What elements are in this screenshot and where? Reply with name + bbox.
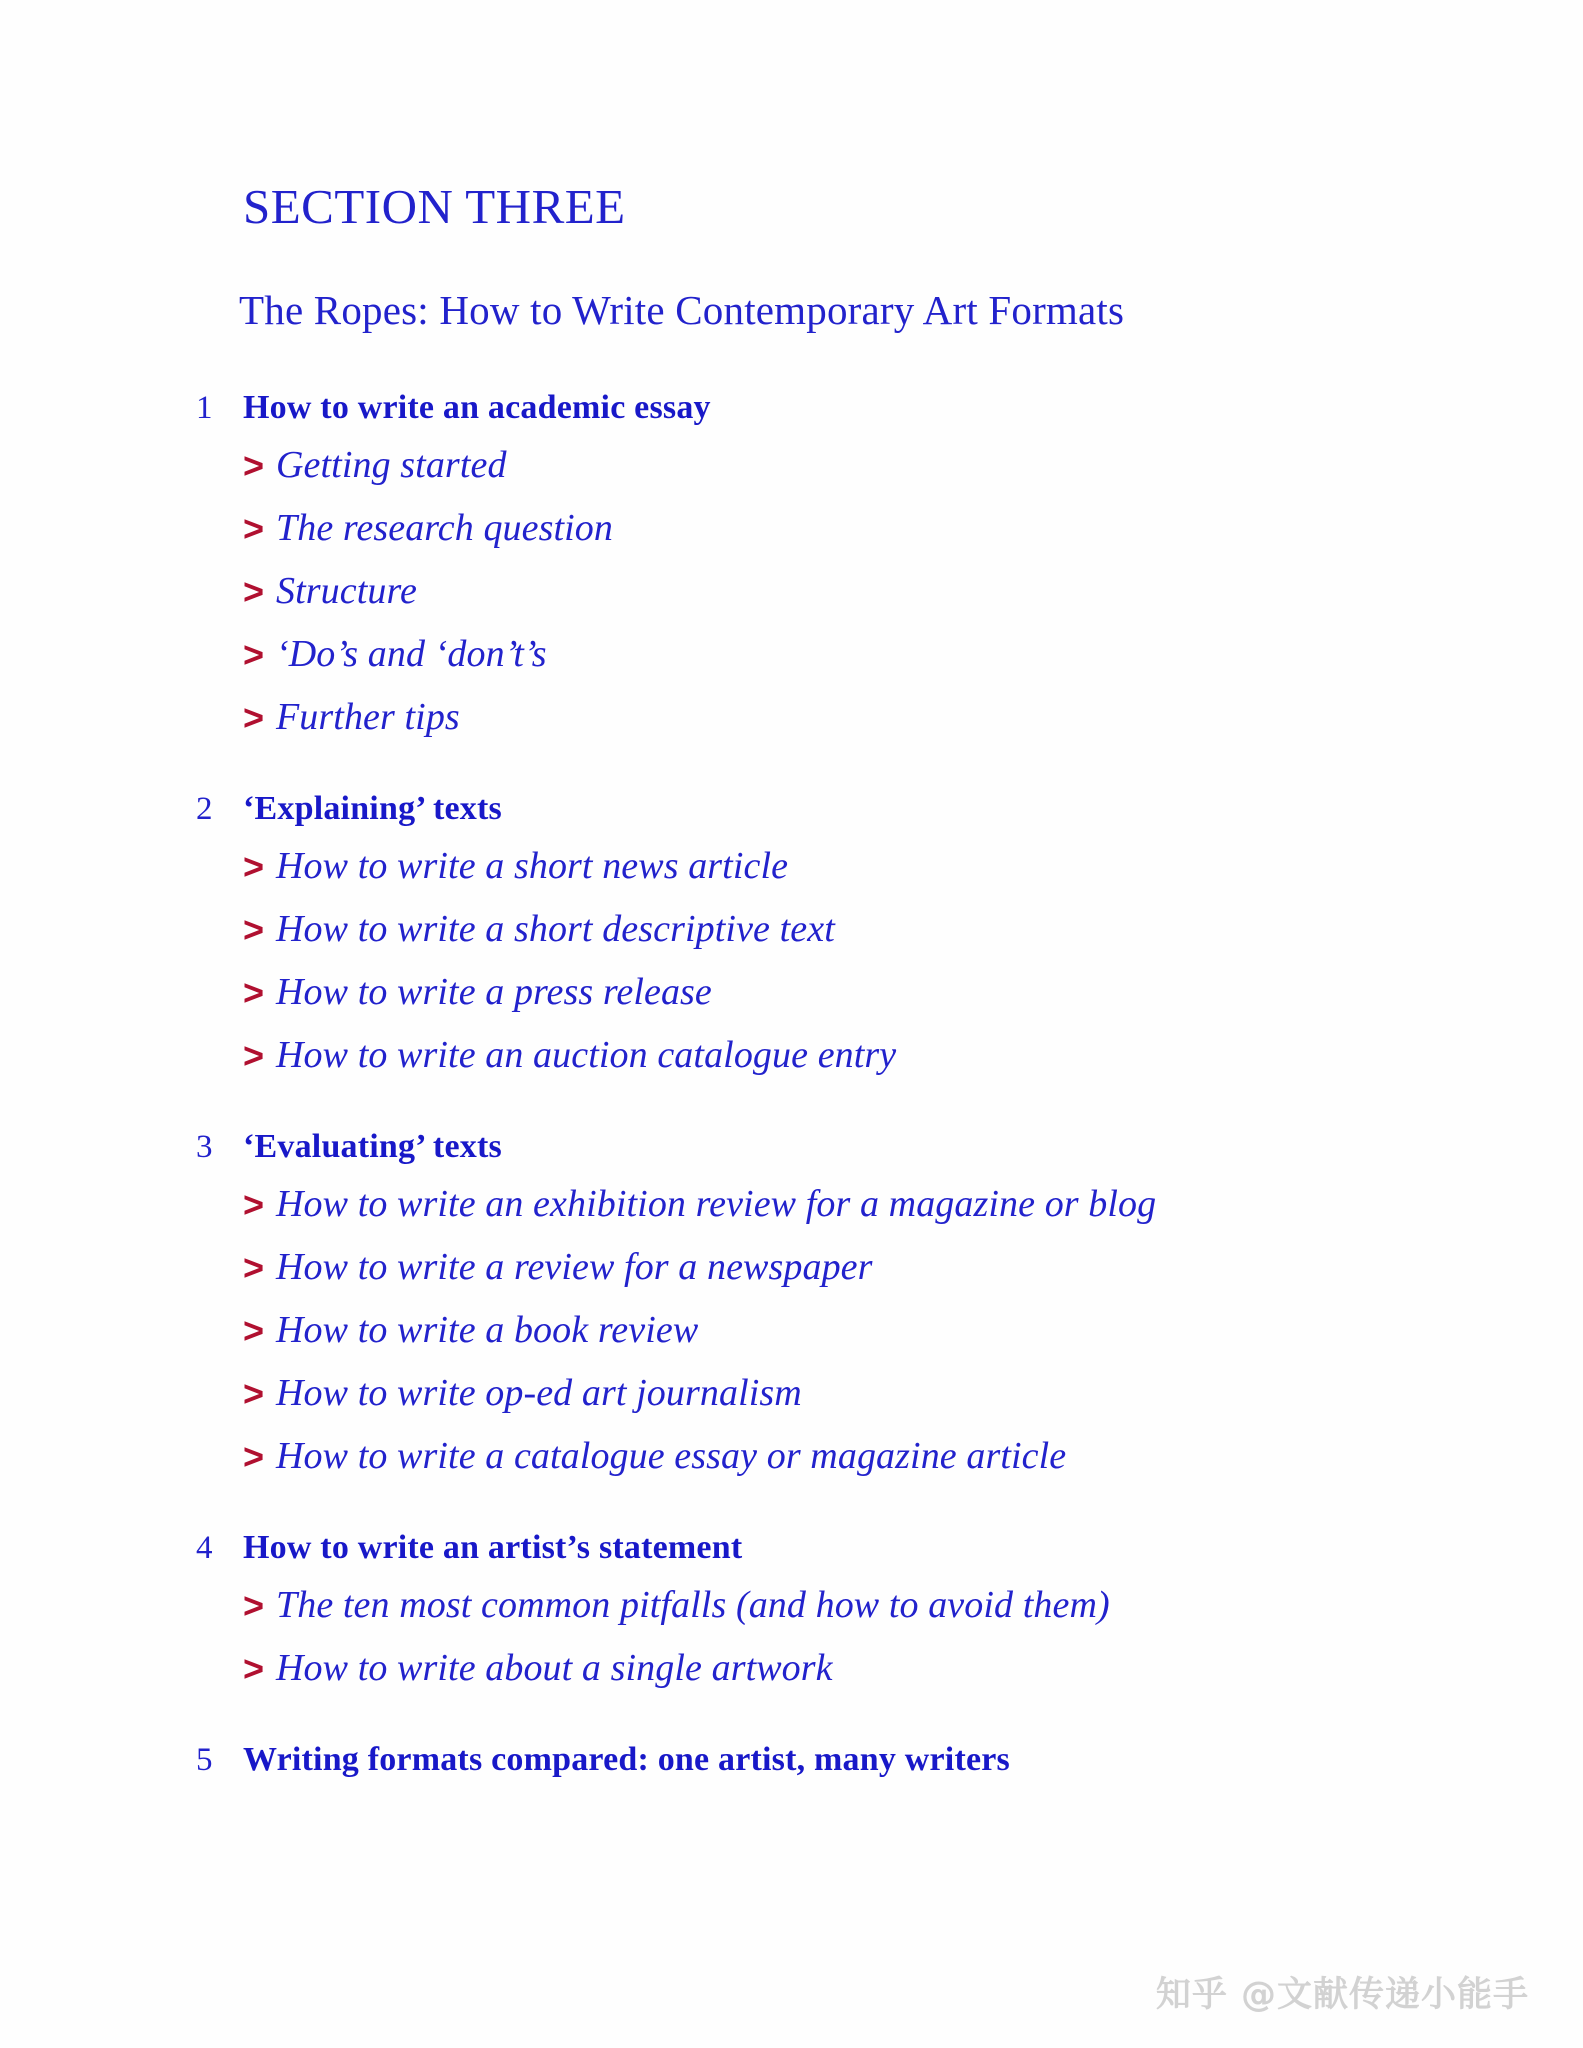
toc-sub-item[interactable] xyxy=(0,1176,1583,1239)
toc-sub-item-label: How to write an auction catalogue entry xyxy=(276,1034,897,1076)
toc-group-number: 4 xyxy=(196,1530,213,1566)
toc-sub-item-label: The ten most common pitfalls (and how to avoid them) xyxy=(276,1584,1110,1626)
toc-group-heading[interactable] xyxy=(0,1525,1583,1577)
toc-sub-item[interactable] xyxy=(0,1640,1583,1703)
chevron-right-icon: > xyxy=(243,1184,265,1225)
toc-group-label: How to write an academic essay xyxy=(243,389,711,426)
chevron-right-icon: > xyxy=(243,1247,265,1288)
chevron-right-icon: > xyxy=(243,634,265,675)
page-subtitle: The Ropes: How to Write Contemporary Art Formats xyxy=(239,287,1125,333)
toc-group xyxy=(0,385,1583,752)
chevron-right-icon: > xyxy=(243,508,265,549)
toc-sub-item[interactable] xyxy=(0,838,1583,901)
toc-sub-item[interactable] xyxy=(0,689,1583,752)
toc-group xyxy=(0,1124,1583,1491)
watermark: 知乎 @文献传递小能手 xyxy=(1155,1975,1529,2015)
toc-sub-item[interactable] xyxy=(0,563,1583,626)
toc-sub-item-label: ‘Do’s and ‘don’t’s xyxy=(276,633,547,675)
toc-group-number: 5 xyxy=(196,1742,213,1778)
toc-group-heading[interactable] xyxy=(0,1124,1583,1176)
toc-sub-item-label: Structure xyxy=(276,570,417,612)
chevron-right-icon: > xyxy=(243,697,265,738)
toc-sub-item[interactable] xyxy=(0,901,1583,964)
toc-sub-item[interactable] xyxy=(0,1365,1583,1428)
chevron-right-icon: > xyxy=(243,1310,265,1351)
chevron-right-icon: > xyxy=(243,1585,265,1626)
chevron-right-icon: > xyxy=(243,1373,265,1414)
toc-sub-item[interactable] xyxy=(0,1302,1583,1365)
toc-sub-item-label: How to write a short news article xyxy=(276,845,789,887)
toc-group-heading[interactable] xyxy=(0,385,1583,437)
toc-sub-item[interactable] xyxy=(0,1577,1583,1640)
chevron-right-icon: > xyxy=(243,1436,265,1477)
toc-group-label: ‘Explaining’ texts xyxy=(243,790,502,827)
toc-sub-item[interactable] xyxy=(0,964,1583,1027)
toc-sub-item[interactable] xyxy=(0,1027,1583,1090)
toc-group-label: ‘Evaluating’ texts xyxy=(243,1128,502,1165)
toc-sub-item-label: The research question xyxy=(276,507,614,549)
toc-sub-item-label: Further tips xyxy=(276,696,460,738)
toc-sub-item[interactable] xyxy=(0,626,1583,689)
toc-group-number: 3 xyxy=(196,1129,213,1165)
toc-sub-item[interactable] xyxy=(0,1428,1583,1491)
chevron-right-icon: > xyxy=(243,846,265,887)
toc-sub-item-label: How to write a review for a newspaper xyxy=(276,1246,873,1288)
toc-group-number: 2 xyxy=(196,791,213,827)
toc-group-heading[interactable] xyxy=(0,1737,1583,1789)
toc-group-number: 1 xyxy=(196,390,213,426)
toc-sub-item[interactable] xyxy=(0,500,1583,563)
chevron-right-icon: > xyxy=(243,1035,265,1076)
toc-sub-item-label: How to write a short descriptive text xyxy=(276,908,835,950)
toc-group xyxy=(0,1525,1583,1703)
toc-sub-item-label: Getting started xyxy=(276,444,507,486)
toc-group xyxy=(0,786,1583,1090)
toc-sub-item-label: How to write a catalogue essay or magazine article xyxy=(276,1435,1067,1477)
chevron-right-icon: > xyxy=(243,972,265,1013)
toc-sub-item-label: How to write a book review xyxy=(276,1309,699,1351)
toc-sub-item-label: How to write a press release xyxy=(276,971,712,1013)
toc-group xyxy=(0,1737,1583,1789)
page-title: SECTION THREE xyxy=(243,179,626,234)
toc-sub-item-label: How to write op-ed art journalism xyxy=(276,1372,802,1414)
toc-sub-item[interactable] xyxy=(0,437,1583,500)
table-of-contents xyxy=(0,385,1583,1789)
chevron-right-icon: > xyxy=(243,1648,265,1689)
toc-sub-item-label: How to write about a single artwork xyxy=(276,1647,833,1689)
chevron-right-icon: > xyxy=(243,909,265,950)
toc-group-label: How to write an artist’s statement xyxy=(243,1529,743,1566)
chevron-right-icon: > xyxy=(243,571,265,612)
toc-sub-item-label: How to write an exhibition review for a magazine or blog xyxy=(276,1183,1157,1225)
toc-group-label: Writing formats compared: one artist, many writers xyxy=(243,1741,1010,1778)
chevron-right-icon: > xyxy=(243,445,265,486)
toc-sub-item[interactable] xyxy=(0,1239,1583,1302)
toc-group-heading[interactable] xyxy=(0,786,1583,838)
